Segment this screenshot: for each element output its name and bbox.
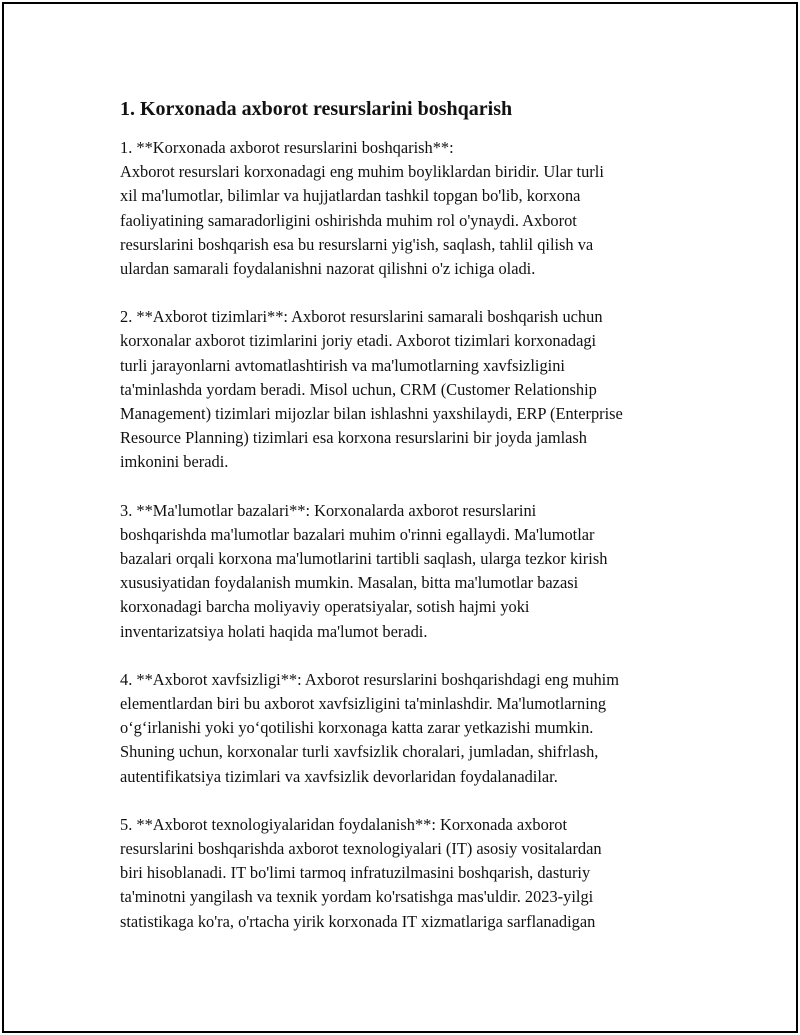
paragraph-5: 5. **Axborot texnologiyalaridan foydalanish**: Korxonada axborot resurslarini boshqarishda axborot texnologiyalari (IT) asosiy vositalardan biri hisoblanadi. IT bo'limi tarmoq infratuzilmasini boshqarish, dasturiy ta'minotni yangilash va texnik yordam ko'rsatishga mas'uldir. 2023-yilgi statistikaga ko'ra, o'rtacha yirik korxonada IT xizmatlariga sarflanadigan: [120, 814, 602, 931]
document-body: [120, 96, 700, 958]
paragraph-2: 2. **Axborot tizimlari**: Axborot resurslarini samarali boshqarish uchun korxonalar axborot tizimlarini joriy etadi. Axborot tizimlari korxonadagi turli jarayonlarni avtomatlashtirish va ma'lumotlarning xavfsizligini ta'minlashda yordam beradi. Misol uchun, CRM (Customer Relationship Management) tizimlari mijozlar bilan ishlashni yaxshilaydi, ERP (Enterprise Resource Planning) tizimlari esa korxona resurslarini bir joyda jamlash imkonini beradi.: [120, 307, 623, 472]
paragraph-4: 4. **Axborot xavfsizligi**: Axborot resurslarini boshqarishdagi eng muhim elementlardan biri bu axborot xavfsizligini ta'minlashdir. Ma'lumotlarning o‘g‘irlanishi yoki yo‘qotilishi korxonaga katta zarar yetkazishi mumkin. Shuning uchun, korxonalar turli xavfsizlik choralari, jumladan, shifrlash, autentifikatsiya tizimlari va xavfsizlik devorlaridan foydalanadilar.: [120, 669, 619, 786]
document-title: 1. Korxonada axborot resurslarini boshqarish: [120, 98, 513, 120]
paragraph-1: 1. **Korxonada axborot resurslarini boshqarish**: Axborot resurslari korxonadagi eng muhim boyliklardan biridir. Ular turli xil ma'lumotlar, bilimlar va hujjatlardan tashkil topgan bo'lib, korxona faoliyatining samaradorligini oshirishda muhim rol o'ynaydi. Axborot resurslarini boshqarish esa bu resurslarni yig'ish, saqlash, tahlil qilish va ulardan samarali foydalanishni nazorat qilishni o'z ichiga oladi.: [120, 138, 604, 279]
document-page: [2, 2, 798, 1033]
paragraph-3: 3. **Ma'lumotlar bazalari**: Korxonalarda axborot resurslarini boshqarishda ma'lumotlar bazalari muhim o'rinni egallaydi. Ma'lumotlar bazalari orqali korxona ma'lumotlarini tartibli saqlash, ularga tezkor kirish xususiyatidan foydalanish mumkin. Masalan, bitta ma'lumotlar bazasi korxonadagi barcha moliyaviy operatsiyalar, sotish hajmi yoki inventarizatsiya holati haqida ma'lumot beradi.: [120, 500, 608, 641]
